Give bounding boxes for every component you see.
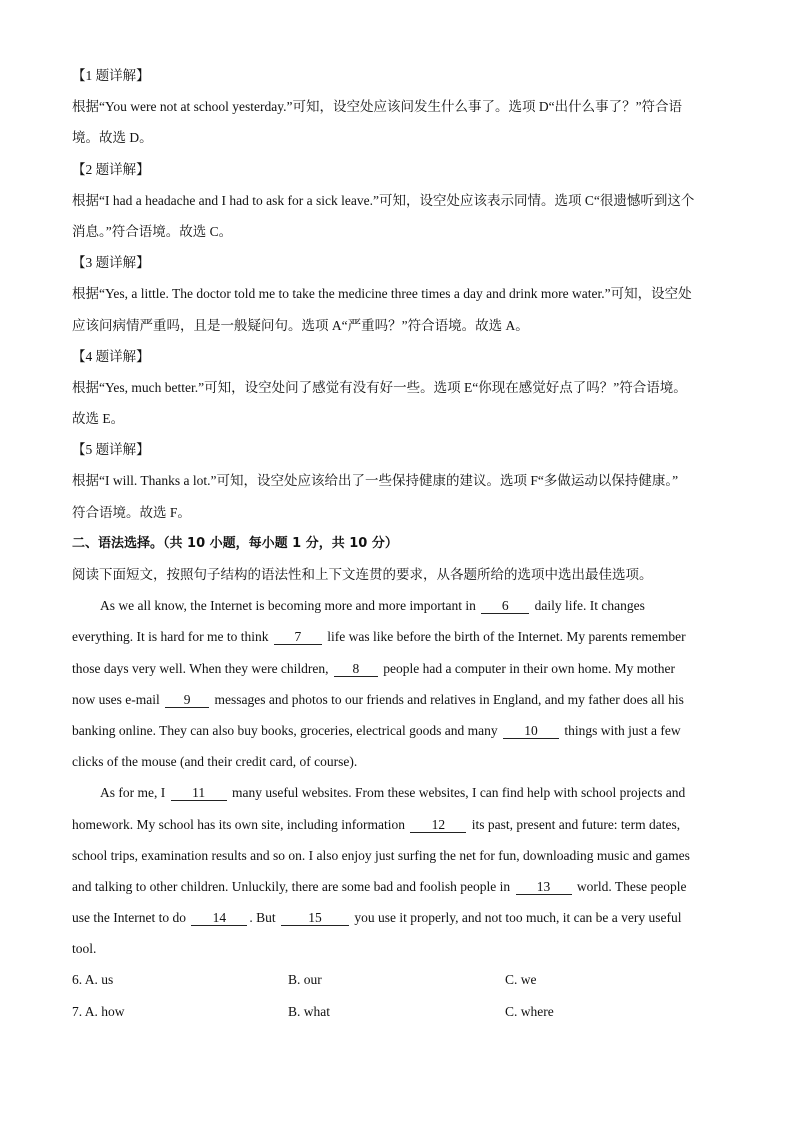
passage-text: As we all know, the Internet is becoming more and more important in — [100, 598, 476, 614]
passage-line — [72, 933, 722, 964]
passage-text: clicks of the mouse (and their credit card, of course). — [72, 754, 358, 770]
explanation-2-line-2: 消息。”符合语境。故选 C。 — [72, 223, 233, 239]
blank-12: 12 — [410, 817, 466, 833]
passage-text: homework. My school has its own site, including information — [72, 816, 405, 832]
question-7-option-b[interactable]: B. what — [288, 1003, 330, 1019]
question-6 — [72, 964, 722, 995]
blank-11: 11 — [171, 785, 227, 801]
explanation-3-header: 【3 题详解】 — [72, 255, 150, 271]
question-6-option-a[interactable]: 6. A. us — [72, 972, 114, 988]
passage-text: daily life. It changes — [534, 598, 645, 614]
section-2-title: 二、语法选择。（共 10 小题，每小题 1 分，共 10 分） — [72, 535, 398, 551]
passage-text: . But — [249, 910, 276, 926]
passage-text: As for me, I — [100, 785, 166, 801]
passage-text: things with just a few — [564, 722, 681, 738]
passage-line — [72, 684, 722, 715]
explanation-5-line-2: 符合语境。故选 F。 — [72, 504, 191, 520]
passage-text: now uses e-mail — [72, 691, 160, 707]
explanation-5-header: 【5 题详解】 — [72, 442, 150, 458]
question-6-option-b[interactable]: B. our — [288, 972, 322, 988]
blank-6: 6 — [481, 598, 529, 614]
blank-9: 9 — [165, 692, 209, 708]
passage-text: everything. It is hard for me to think — [72, 629, 269, 645]
blank-8: 8 — [334, 661, 378, 677]
passage-line — [72, 746, 722, 777]
passage-text: those days very well. When they were children, — [72, 660, 329, 676]
explanation-1-line-1: 根据“You were not at school yesterday.”可知，设空处应该问发生什么事了。选项 D“出什么事了？”符合语 — [72, 99, 683, 115]
passage-text: people had a computer in their own home. My mother — [383, 660, 675, 676]
question-6-option-c[interactable]: C. we — [505, 972, 537, 988]
section-2-instruction: 阅读下面短文，按照句子结构的语法性和上下文连贯的要求，从各题所给的选项中选出最佳选项。 — [72, 567, 653, 582]
passage-line — [72, 715, 722, 746]
passage-text: life was like before the birth of the Internet. My parents remember — [327, 629, 686, 645]
passage-line — [72, 777, 722, 808]
blank-10: 10 — [503, 723, 559, 739]
explanation-1-line-2: 境。故选 D。 — [72, 130, 153, 146]
passage-text: world. These people — [576, 878, 687, 894]
explanation-3-line-1: 根据“Yes, a little. The doctor told me to take the medicine three times a day and drink more water.”可知，设空处 — [72, 286, 692, 302]
passage-line — [72, 653, 722, 684]
passage-line — [72, 590, 722, 621]
passage-text: banking online. They can also buy books, groceries, electrical goods and many — [72, 722, 498, 738]
passage-text: school trips, examination results and so on. I also enjoy just surfing the net for fun, downloading music and games — [72, 847, 690, 863]
explanation-2-header: 【2 题详解】 — [72, 161, 150, 177]
explanation-4-line-2: 故选 E。 — [72, 411, 125, 427]
blank-7: 7 — [274, 629, 322, 645]
explanation-4-line-1: 根据“Yes, much better.”可知，设空处问了感觉有没有好一些。选项 E“你现在感觉好点了吗？”符合语境。 — [72, 379, 687, 395]
passage-line — [72, 840, 722, 871]
question-7-option-a[interactable]: 7. A. how — [72, 1003, 125, 1019]
passage-text: tool. — [72, 941, 97, 957]
passage-line — [72, 621, 722, 652]
document-page — [72, 60, 722, 1027]
passage-text: use the Internet to do — [72, 910, 186, 926]
passage-text: you use it properly, and not too much, it can be a very useful — [354, 910, 682, 926]
blank-13: 13 — [516, 879, 572, 895]
passage-text: many useful websites. From these websites, I can find help with school projects and — [231, 785, 686, 801]
explanation-1-header: 【1 题详解】 — [72, 68, 150, 83]
passage-line — [72, 902, 722, 933]
passage-text: and talking to other children. Unluckily, there are some bad and foolish people in — [72, 878, 511, 894]
blank-15: 15 — [281, 910, 349, 926]
explanation-2-line-1: 根据“I had a headache and I had to ask for a sick leave.”可知，设空处应该表示同情。选项 C“很遗憾听到这个 — [72, 192, 695, 208]
passage-text: messages and photos to our friends and relatives in England, and my father does all his — [214, 691, 684, 707]
question-7-option-c[interactable]: C. where — [505, 1003, 554, 1019]
explanation-4-header: 【4 题详解】 — [72, 348, 150, 364]
passage-line — [72, 871, 722, 902]
question-7 — [72, 996, 722, 1027]
explanation-5-line-1: 根据“I will. Thanks a lot.”可知，设空处应该给出了一些保持健康的建议。选项 F“多做运动以保持健康。” — [72, 473, 679, 489]
passage-line — [72, 809, 722, 840]
explanation-3-line-2: 应该问病情严重吗，且是一般疑问句。选项 A“严重吗？”符合语境。故选 A。 — [72, 317, 529, 333]
passage-text: its past, present and future: term dates, — [471, 816, 681, 832]
blank-14: 14 — [191, 910, 247, 926]
